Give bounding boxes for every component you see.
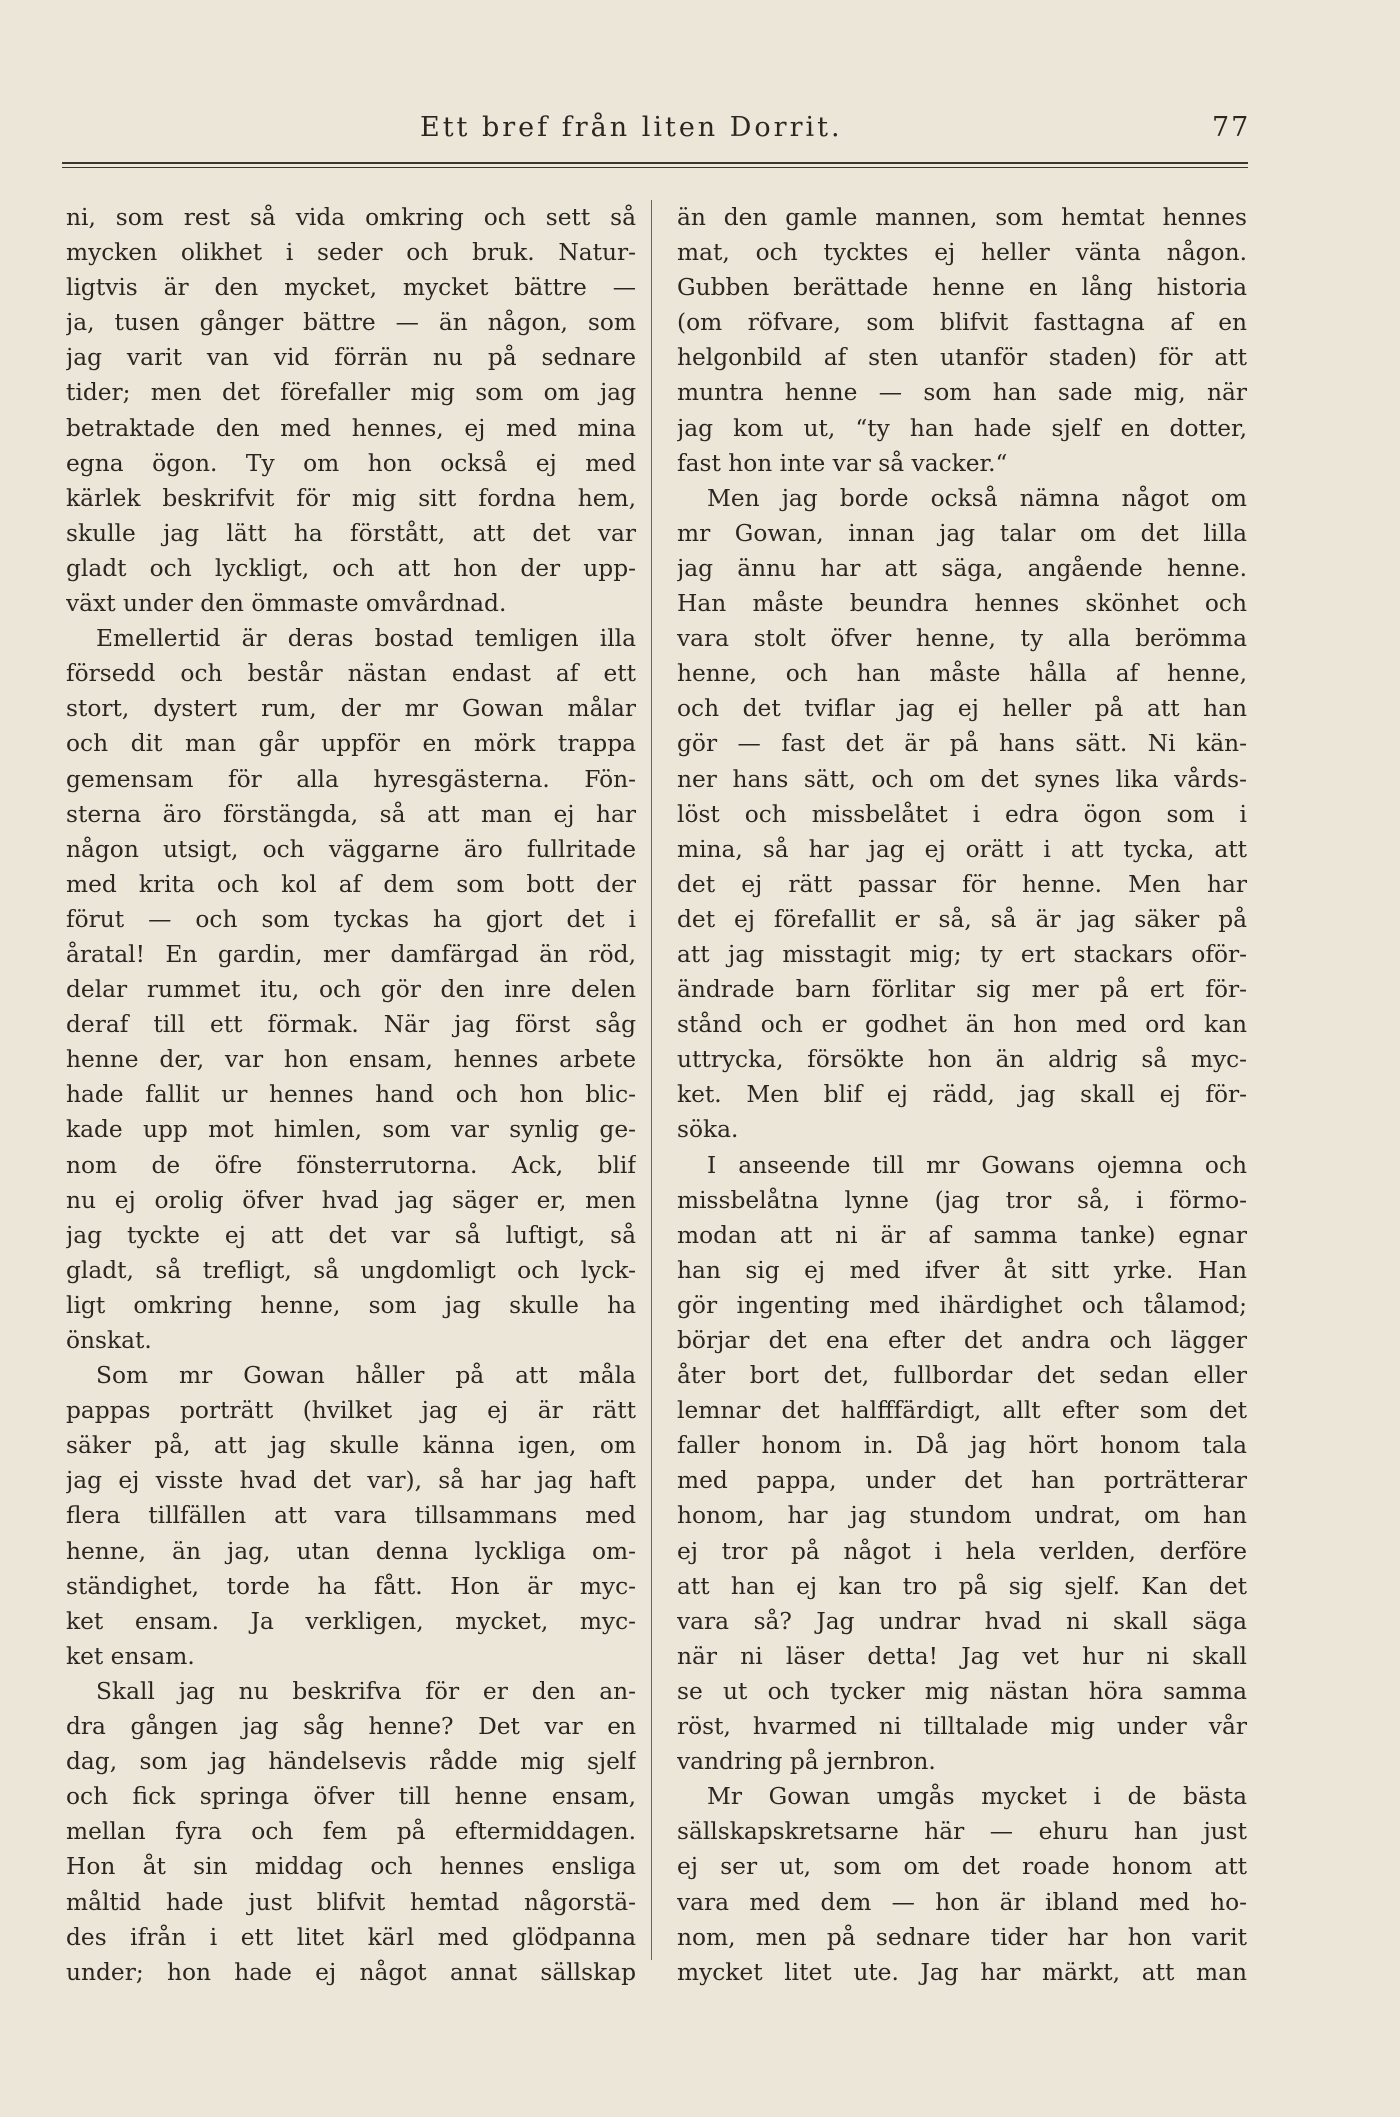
text-line: nom de öfre fönsterrutorna. Ack, blif xyxy=(66,1151,636,1179)
text-line: växt under den ömmaste omvårdnad. xyxy=(66,590,507,618)
text-line: pappas porträtt (hvilket jag ej är rätt xyxy=(66,1397,636,1425)
text-line: ligtvis är den mycket, mycket bättre — xyxy=(66,274,636,302)
text-line: kade upp mot himlen, som var synlig ge- xyxy=(66,1116,636,1144)
text-line: henne, än jag, utan denna lyckliga om- xyxy=(66,1537,636,1565)
text-line: vara med dem — hon är ibland med ho- xyxy=(677,1888,1247,1916)
text-line: ej ser ut, som om det roade honom att xyxy=(677,1853,1247,1881)
text-line: dag, som jag händelsevis rådde mig sjelf xyxy=(66,1748,636,1776)
text-line: och dit man går uppför en mörk trappa xyxy=(66,730,636,758)
text-line: skulle jag lätt ha förstått, att det var xyxy=(66,519,636,547)
text-line: när ni läser detta! Jag vet hur ni skall xyxy=(677,1642,1247,1670)
text-line: flera tillfällen att vara tillsammans med xyxy=(66,1502,636,1530)
text-line: honom, har jag stundom undrat, om han xyxy=(677,1502,1247,1530)
running-head xyxy=(0,112,1400,152)
text-line: Som mr Gowan håller på att måla xyxy=(96,1362,636,1390)
text-column-left xyxy=(66,200,636,1990)
text-line: mina, så har jag ej orätt i att tycka, att xyxy=(677,835,1247,863)
text-line: gör — fast det är på hans sätt. Ni kän- xyxy=(677,730,1247,758)
text-line: gladt och lyckligt, och att hon der upp- xyxy=(66,554,636,582)
text-line: att jag misstagit mig; ty ert stackars oför- xyxy=(677,940,1247,968)
text-line: att han ej kan tro på sig sjelf. Kan det xyxy=(677,1572,1247,1600)
text-line: dra gången jag såg henne? Det var en xyxy=(66,1713,636,1741)
text-line: muntra henne — som han sade mig, när xyxy=(677,379,1247,407)
text-line: tider; men det förefaller mig som om jag xyxy=(66,379,636,407)
text-line: faller honom in. Då jag hört honom tala xyxy=(677,1432,1247,1460)
text-line: det ej förefallit er så, så är jag säker på xyxy=(677,905,1247,933)
text-line: med krita och kol af dem som bott der xyxy=(66,870,636,898)
text-line: ket ensam. Ja verkligen, mycket, myc- xyxy=(66,1607,636,1635)
column-divider xyxy=(651,200,652,1960)
text-line: sällskapskretsarne här — ehuru han just xyxy=(677,1818,1247,1846)
text-line: hade fallit ur hennes hand och hon blic- xyxy=(66,1081,636,1109)
text-line: sterna äro förstängda, så att man ej har xyxy=(66,800,636,828)
text-line: ej tror på något i hela verlden, derföre xyxy=(677,1537,1247,1565)
text-line: mat, och tycktes ej heller vänta någon. xyxy=(677,239,1247,267)
text-line: ändrade barn förlitar sig mer på ert för- xyxy=(677,976,1247,1004)
text-line: des ifrån i ett litet kärl med glödpanna xyxy=(66,1923,636,1951)
text-line: ständighet, torde ha fått. Hon är myc- xyxy=(66,1572,636,1600)
text-line: uttrycka, försökte hon än aldrig så myc- xyxy=(677,1046,1247,1074)
text-line: henne, och han måste hålla af henne, xyxy=(677,660,1247,688)
page-number: 77 xyxy=(1212,112,1251,143)
text-line: Emellertid är deras bostad temligen illa xyxy=(96,625,636,653)
text-line: stort, dystert rum, der mr Gowan målar xyxy=(66,695,636,723)
text-line: det ej rätt passar för henne. Men har xyxy=(677,870,1247,898)
text-line: jag ej visste hvad det var), så har jag haft xyxy=(66,1467,636,1495)
text-line: mr Gowan, innan jag talar om det lilla xyxy=(677,519,1247,547)
text-line: helgonbild af sten utanför staden) för att xyxy=(677,344,1247,372)
text-line: stånd och er godhet än hon med ord kan xyxy=(677,1011,1247,1039)
text-line: ket. Men blif ej rädd, jag skall ej för- xyxy=(677,1081,1247,1109)
text-line: än den gamle mannen, som hemtat hennes xyxy=(677,204,1247,231)
text-line: löst och missbelåtet i edra ögon som i xyxy=(677,800,1247,828)
text-line: jag kom ut, “ty han hade sjelf en dotter, xyxy=(677,414,1247,442)
text-line: jag ännu har att säga, angående henne. xyxy=(677,554,1247,582)
text-line: ni, som rest så vida omkring och sett så xyxy=(66,204,636,231)
text-line: åter bort det, fullbordar det sedan eller xyxy=(677,1362,1247,1390)
text-line: Han måste beundra hennes skönhet och xyxy=(677,590,1247,618)
text-line: I anseende till mr Gowans ojemna och xyxy=(707,1151,1247,1179)
text-line: nu ej orolig öfver hvad jag säger er, men xyxy=(66,1186,636,1214)
text-line: säker på, att jag skulle känna igen, om xyxy=(66,1432,636,1460)
text-line: och fick springa öfver till henne ensam, xyxy=(66,1783,636,1811)
text-line: ja, tusen gånger bättre — än någon, som xyxy=(66,309,636,337)
text-line: henne der, var hon ensam, hennes arbete xyxy=(66,1046,636,1074)
text-line: söka. xyxy=(677,1116,739,1144)
text-line: betraktade den med hennes, ej med mina xyxy=(66,414,636,442)
text-line: ligt omkring henne, som jag skulle ha xyxy=(66,1291,636,1319)
text-line: lemnar det halfffärdigt, allt efter som det xyxy=(677,1397,1247,1425)
text-line: han sig ej med ifver åt sitt yrke. Han xyxy=(677,1256,1247,1284)
text-line: Skall jag nu beskrifva för er den an- xyxy=(96,1677,636,1705)
text-line: åratal! En gardin, mer damfärgad än röd, xyxy=(66,940,636,968)
text-line: gladt, så trefligt, så ungdomligt och lyck- xyxy=(66,1256,636,1284)
text-line: någon utsigt, och väggarne äro fullritade xyxy=(66,835,636,863)
text-line: med pappa, under det han porträtterar xyxy=(677,1467,1247,1495)
text-line: missbelåtna lynne (jag tror så, i förmo- xyxy=(677,1186,1247,1214)
text-line: delar rummet itu, och gör den inre delen xyxy=(66,976,636,1004)
text-line: vandring på jernbron. xyxy=(677,1748,936,1776)
text-line: jag varit van vid förrän nu på sednare xyxy=(66,344,636,372)
text-line: ket ensam. xyxy=(66,1642,195,1670)
text-line: Mr Gowan umgås mycket i de bästa xyxy=(707,1783,1247,1811)
text-line: vara så? Jag undrar hvad ni skall säga xyxy=(677,1607,1247,1635)
text-line: ner hans sätt, och om det synes lika vårds- xyxy=(677,765,1247,793)
text-line: mellan fyra och fem på eftermiddagen. xyxy=(66,1818,636,1846)
text-line: vara stolt öfver henne, ty alla berömma xyxy=(677,625,1247,653)
text-line: gör ingenting med ihärdighet och tålamod; xyxy=(677,1291,1247,1319)
text-line: nom, men på sednare tider har hon varit xyxy=(677,1923,1247,1951)
text-line: önskat. xyxy=(66,1327,152,1354)
text-line: jag tyckte ej att det var så luftigt, så xyxy=(66,1221,636,1249)
text-line: måltid hade just blifvit hemtad någorstä- xyxy=(66,1888,636,1916)
running-title: Ett bref från liten Dorrit. xyxy=(420,112,843,143)
text-line: (om röfvare, som blifvit fasttagna af en xyxy=(677,309,1247,337)
text-line: Hon åt sin middag och hennes ensliga xyxy=(66,1853,636,1881)
text-line: röst, hvarmed ni tilltalade mig under vår xyxy=(677,1713,1247,1741)
text-line: Men jag borde också nämna något om xyxy=(707,484,1247,512)
text-line: egna ögon. Ty om hon också ej med xyxy=(66,449,636,477)
text-line: mycken olikhet i seder och bruk. Natur- xyxy=(66,239,636,267)
text-column-right xyxy=(677,200,1247,1990)
text-line: modan att ni är af samma tanke) egnar xyxy=(677,1221,1247,1249)
text-line: deraf till ett förmak. När jag först såg xyxy=(66,1011,636,1039)
text-line: börjar det ena efter det andra och lägger xyxy=(677,1327,1247,1354)
text-line: kärlek beskrifvit för mig sitt fordna hem, xyxy=(66,484,636,512)
text-line: under; hon hade ej något annat sällskap xyxy=(66,1958,636,1986)
text-line: förut — och som tyckas ha gjort det i xyxy=(66,905,636,933)
text-line: gemensam för alla hyresgästerna. Fön- xyxy=(66,765,636,793)
header-rule xyxy=(62,162,1248,168)
text-line: fast hon inte var så vacker.“ xyxy=(677,449,1008,477)
text-line: se ut och tycker mig nästan höra samma xyxy=(677,1677,1247,1705)
text-line: och det tviflar jag ej heller på att han xyxy=(677,695,1247,723)
text-line: mycket litet ute. Jag har märkt, att man xyxy=(677,1958,1247,1986)
text-line: försedd och består nästan endast af ett xyxy=(66,660,636,688)
text-line: Gubben berättade henne en lång historia xyxy=(677,274,1247,302)
